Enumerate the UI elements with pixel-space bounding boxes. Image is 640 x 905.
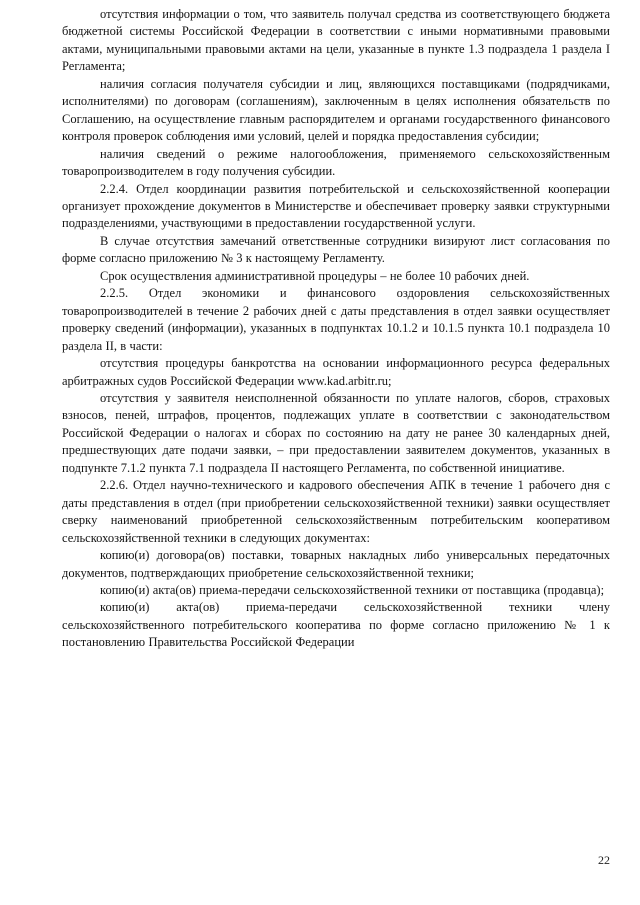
document-body — [62, 6, 610, 652]
page-number: 22 — [598, 853, 610, 867]
paragraph-3: наличия сведений о режиме налогообложения, применяемого сельскохозяйственным товаропроизводителем в году получения субсидии. — [62, 146, 610, 179]
paragraph-4: 2.2.4. Отдел координации развития потребительской и сельскохозяйственной кооперации организует прохождение документов в Министерстве и обеспечивает проверку заявки структурными подразделениями, участвующими в предоставлении государственной услуги. — [62, 181, 610, 231]
paragraph-11: копию(и) договора(ов) поставки, товарных накладных либо универсальных передаточных документов, подтверждающих приобретение сельскохозяйственной техники; — [62, 548, 610, 580]
paragraph-7: 2.2.5. Отдел экономики и финансового оздоровления сельскохозяйственных товаропроизводителей в течение 2 рабочих дней с даты представления в отдел заявки осуществляет проверку сведений (информации), указанных в подпунктах 10.1.2 и 10.1.5 пункта 10.1 подраздела 10 раздела II, в части: — [62, 286, 610, 353]
paragraph-8: отсутствия процедуры банкротства на основании информационного ресурса федеральных арбитражных судов Российской Федерации www.kad.arbitr.ru; — [62, 356, 610, 388]
paragraph-13: копию(и) акта(ов) приема-передачи сельскохозяйственной техники члену сельскохозяйственного потребительского кооператива по форме согласно приложению № 1 к постановлению Правительства Российской Федерации — [62, 600, 610, 650]
paragraph-1: отсутствия информации о том, что заявитель получал средства из соответствующего бюджета бюджетной системы Российской Федерации в соответствии с иными нормативными правовыми актами, муниципальными правовыми актами на цели, указанные в пункте 1.3 подраздела 1 раздела I Регламента; — [62, 7, 610, 74]
paragraph-9: отсутствия у заявителя неисполненной обязанности по уплате налогов, сборов, страховых взносов, пеней, штрафов, процентов, подлежащих уплате в соответствии с законодательством Российской Федерации о налогах и сборах по состоянию на дату не ранее 30 календарных дней, предшествующих дате подачи заявки, – при предоставлении заявителем документов, указанных в подпункте 7.1.2 пункта 7.1 подраздела II настоящего Регламента, по собственной инициативе. — [62, 390, 610, 475]
paragraph-2: наличия согласия получателя субсидии и лиц, являющихся поставщиками (подрядчиками, исполнителями) по договорам (соглашениям), заключенным в целях исполнения обязательств по Соглашению, на осуществление главным распорядителем и органами государственного финансового контроля проверок соблюдения ими условий, целей и порядка предоставления субсидии; — [62, 76, 610, 144]
paragraph-10: 2.2.6. Отдел научно-технического и кадрового обеспечения АПК в течение 1 рабочего дня с даты представления в отдел (при приобретении сельскохозяйственной техники) заявки осуществляет сверку наименований приобретенной сельскохозяйственным потребительским кооперативом сельскохозяйственной техники в следующих документах: — [62, 478, 610, 545]
paragraph-6: Срок осуществления административной процедуры – не более 10 рабочих дней. — [100, 268, 530, 283]
paragraph-5: В случае отсутствия замечаний ответственные сотрудники визируют лист согласования по форме согласно приложению № 3 к настоящему Регламенту. — [62, 233, 610, 266]
paragraph-12: копию(и) акта(ов) приема-передачи сельскохозяйственной техники от поставщика (продавца); — [100, 582, 605, 597]
